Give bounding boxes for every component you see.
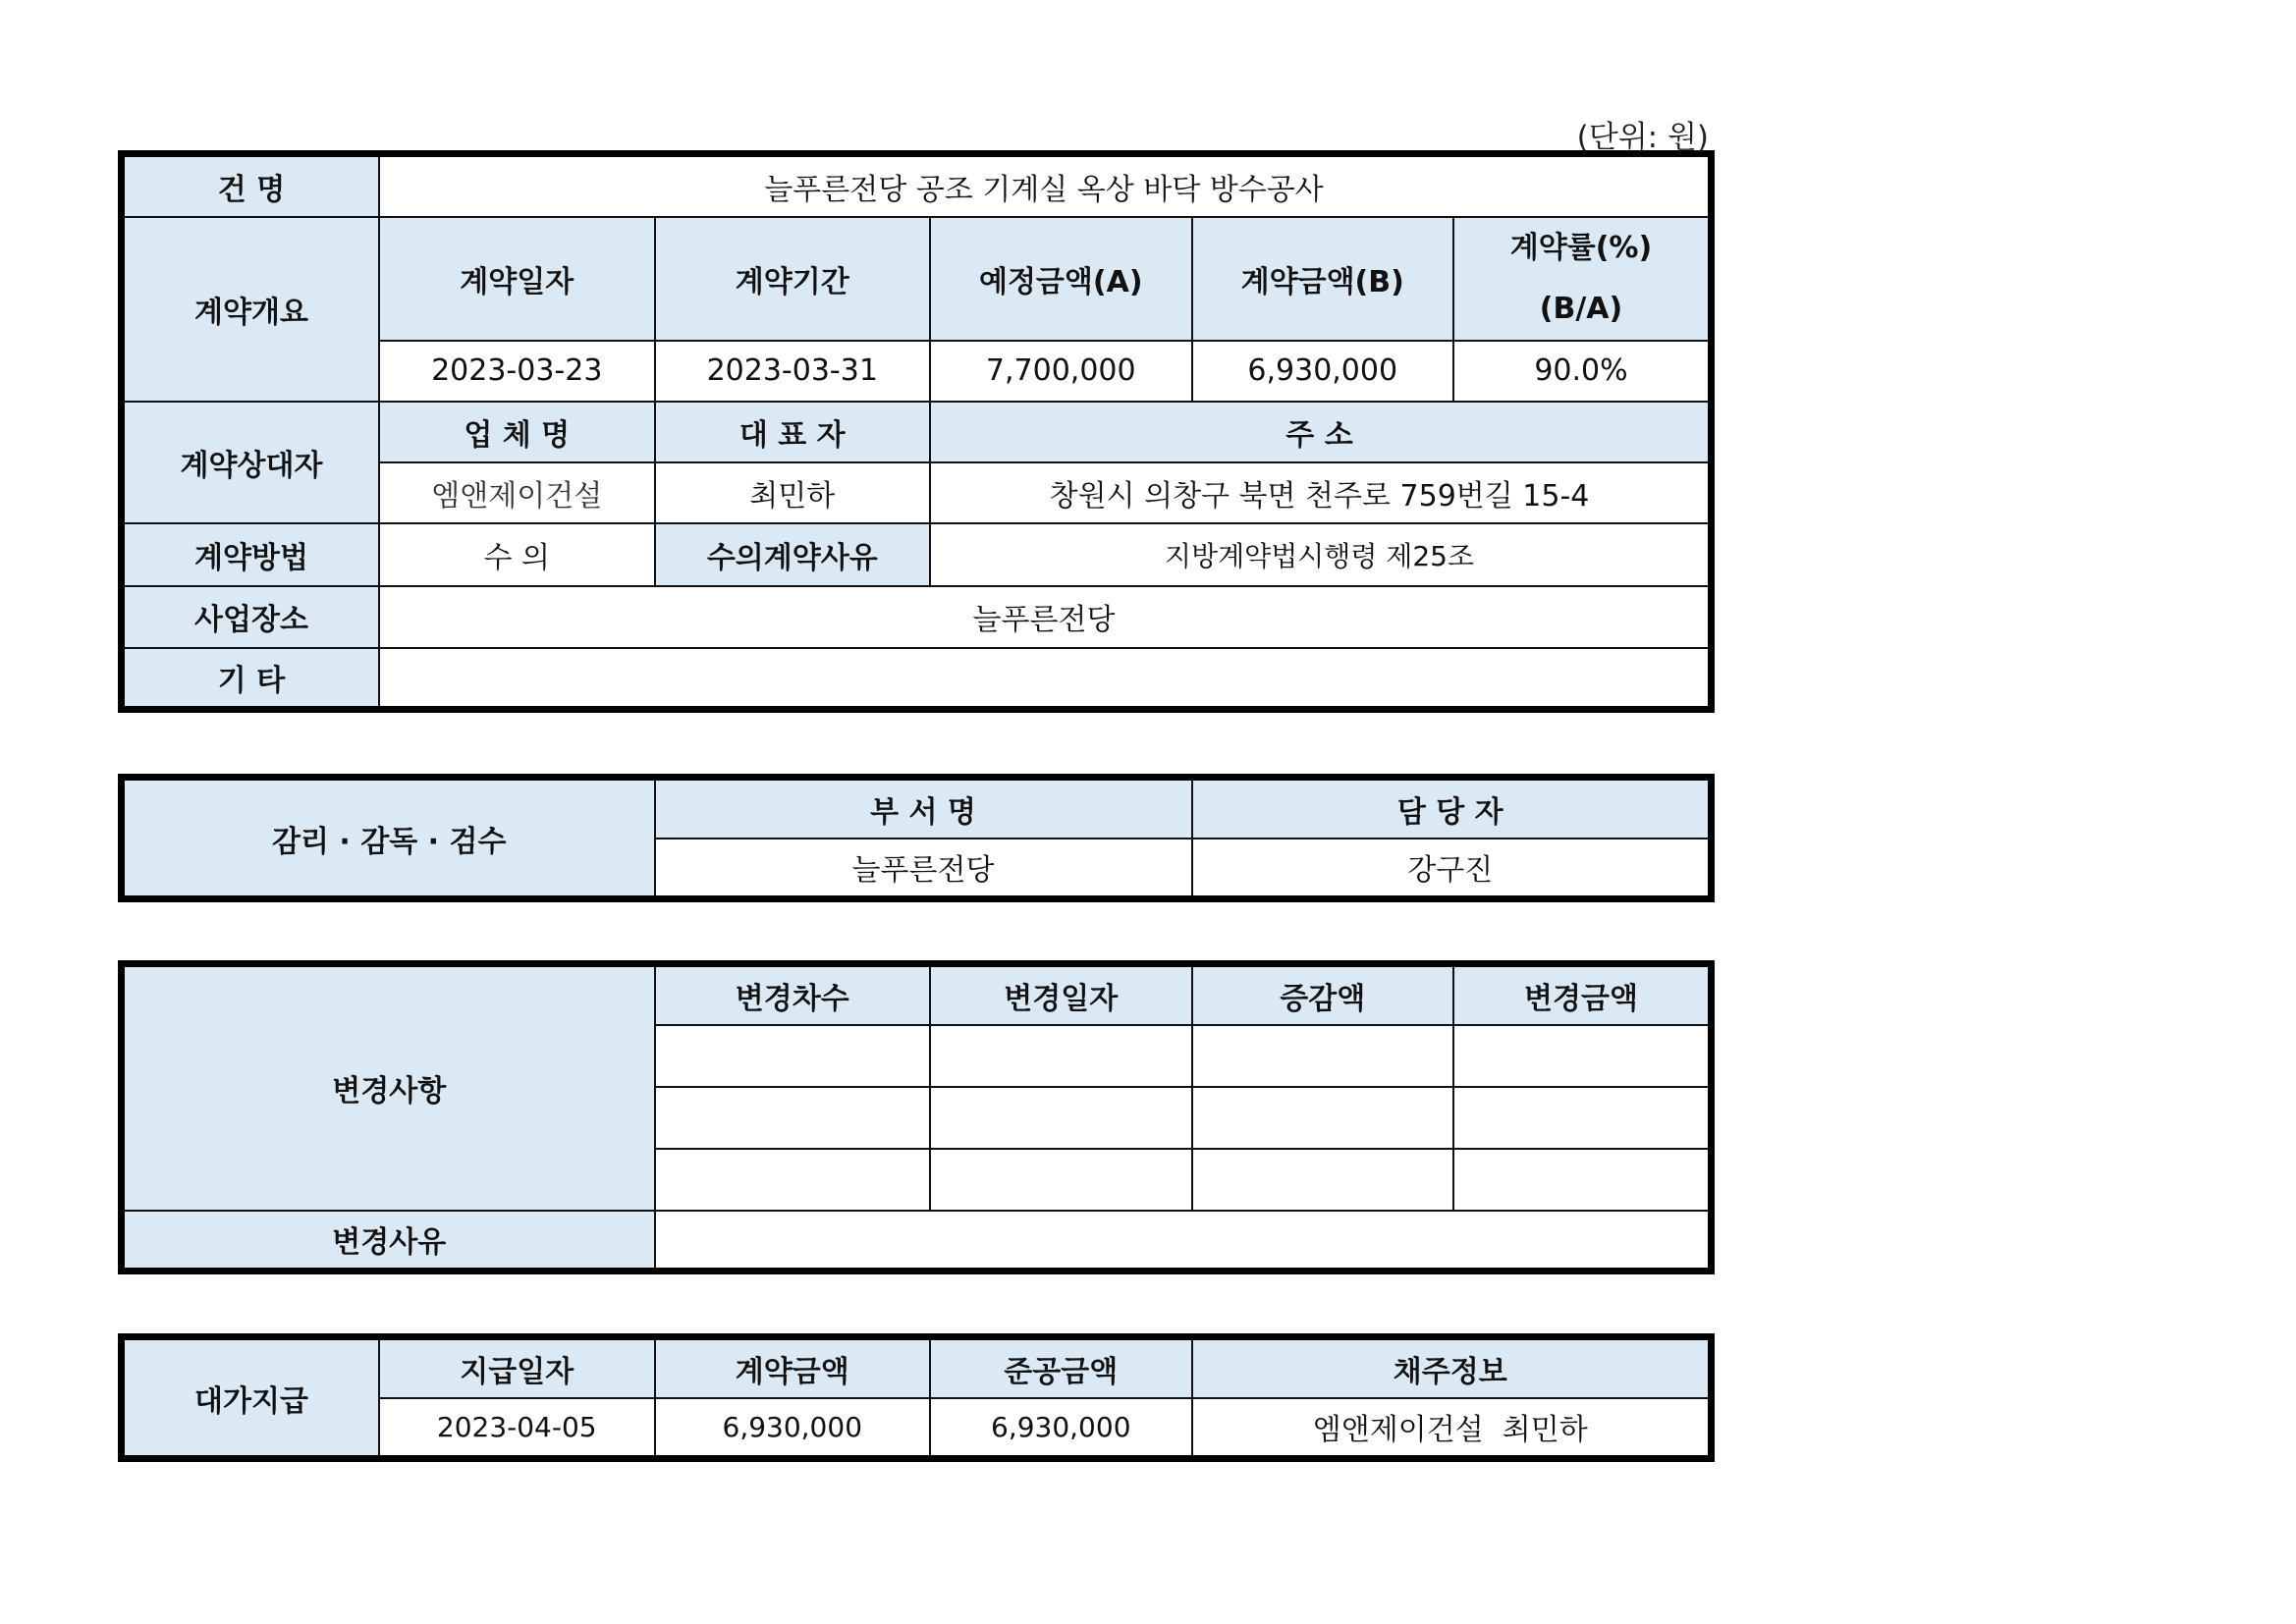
place-label: 사업장소 bbox=[122, 586, 379, 648]
method-label: 계약방법 bbox=[122, 523, 379, 586]
unit-label: (단위: 원) bbox=[1576, 120, 1709, 155]
changes-header-round: 변경차수 bbox=[655, 964, 931, 1025]
changes-cell bbox=[655, 1087, 931, 1149]
payment-header-date: 지급일자 bbox=[379, 1337, 655, 1398]
changes-cell bbox=[930, 1025, 1191, 1087]
changes-cell bbox=[1453, 1025, 1712, 1087]
overview-label: 계약개요 bbox=[122, 217, 379, 402]
payment-value-completion-amount: 6,930,000 bbox=[930, 1398, 1191, 1459]
payment-table bbox=[118, 1333, 1715, 1462]
overview-header-contract-amount: 계약금액(B) bbox=[1192, 217, 1453, 341]
reason-value: 지방계약법시행령 제25조 bbox=[930, 523, 1711, 586]
changes-header-amount: 변경금액 bbox=[1453, 964, 1712, 1025]
overview-value-contract-amount: 6,930,000 bbox=[1192, 341, 1453, 402]
overview-value-estimated: 7,700,000 bbox=[930, 341, 1191, 402]
overview-header-rate bbox=[1453, 217, 1712, 341]
changes-cell bbox=[1192, 1149, 1453, 1211]
supervision-label: 감리 · 감독 · 검수 bbox=[122, 778, 655, 899]
payment-header-contract-amount: 계약금액 bbox=[655, 1337, 931, 1398]
supervision-value-manager: 강구진 bbox=[1192, 839, 1712, 899]
party-value-address: 창원시 의창구 북면 천주로 759번길 15-4 bbox=[930, 462, 1711, 523]
changes-table bbox=[118, 960, 1715, 1274]
party-header-address: 주 소 bbox=[930, 402, 1711, 462]
overview-value-period: 2023-03-31 bbox=[655, 341, 931, 402]
etc-value bbox=[379, 648, 1712, 710]
overview-header-date: 계약일자 bbox=[379, 217, 655, 341]
place-value: 늘푸른전당 bbox=[379, 586, 1712, 648]
title-value: 늘푸른전당 공조 기계실 옥상 바닥 방수공사 bbox=[379, 154, 1712, 217]
changes-cell bbox=[1453, 1149, 1712, 1211]
party-label: 계약상대자 bbox=[122, 402, 379, 523]
changes-cell bbox=[655, 1149, 931, 1211]
etc-label: 기 타 bbox=[122, 648, 379, 710]
supervision-value-dept: 늘푸른전당 bbox=[655, 839, 1192, 899]
changes-header-date: 변경일자 bbox=[930, 964, 1191, 1025]
party-value-representative: 최민하 bbox=[655, 462, 931, 523]
contract-overview-table bbox=[118, 150, 1715, 713]
rate-header-line2: (B/A) bbox=[1539, 291, 1623, 326]
changes-label: 변경사항 bbox=[122, 964, 655, 1211]
changes-cell bbox=[655, 1025, 931, 1087]
change-reason-value bbox=[655, 1211, 1712, 1272]
payment-value-creditor: 엠앤제이건설 최민하 bbox=[1192, 1398, 1712, 1459]
overview-header-estimated: 예정금액(A) bbox=[930, 217, 1191, 341]
payment-header-creditor: 채주정보 bbox=[1192, 1337, 1712, 1398]
party-header-representative: 대 표 자 bbox=[655, 402, 931, 462]
supervision-header-dept: 부 서 명 bbox=[655, 778, 1192, 839]
supervision-table bbox=[118, 774, 1715, 902]
changes-cell bbox=[1453, 1087, 1712, 1149]
overview-value-date: 2023-03-23 bbox=[379, 341, 655, 402]
changes-header-delta: 증감액 bbox=[1192, 964, 1453, 1025]
party-header-company: 업 체 명 bbox=[379, 402, 655, 462]
method-value: 수 의 bbox=[379, 523, 655, 586]
payment-label: 대가지급 bbox=[122, 1337, 379, 1459]
supervision-header-manager: 담 당 자 bbox=[1192, 778, 1712, 839]
rate-header-line1: 계약률(%) bbox=[1509, 230, 1653, 265]
title-label: 건 명 bbox=[122, 154, 379, 217]
overview-header-period: 계약기간 bbox=[655, 217, 931, 341]
reason-label: 수의계약사유 bbox=[655, 523, 931, 586]
change-reason-label: 변경사유 bbox=[122, 1211, 655, 1272]
changes-cell bbox=[1192, 1087, 1453, 1149]
changes-cell bbox=[930, 1149, 1191, 1211]
changes-cell bbox=[930, 1087, 1191, 1149]
payment-value-date: 2023-04-05 bbox=[379, 1398, 655, 1459]
payment-value-contract-amount: 6,930,000 bbox=[655, 1398, 931, 1459]
changes-cell bbox=[1192, 1025, 1453, 1087]
overview-value-rate: 90.0% bbox=[1453, 341, 1712, 402]
payment-header-completion-amount: 준공금액 bbox=[930, 1337, 1191, 1398]
party-value-company: 엠앤제이건설 bbox=[379, 462, 655, 523]
